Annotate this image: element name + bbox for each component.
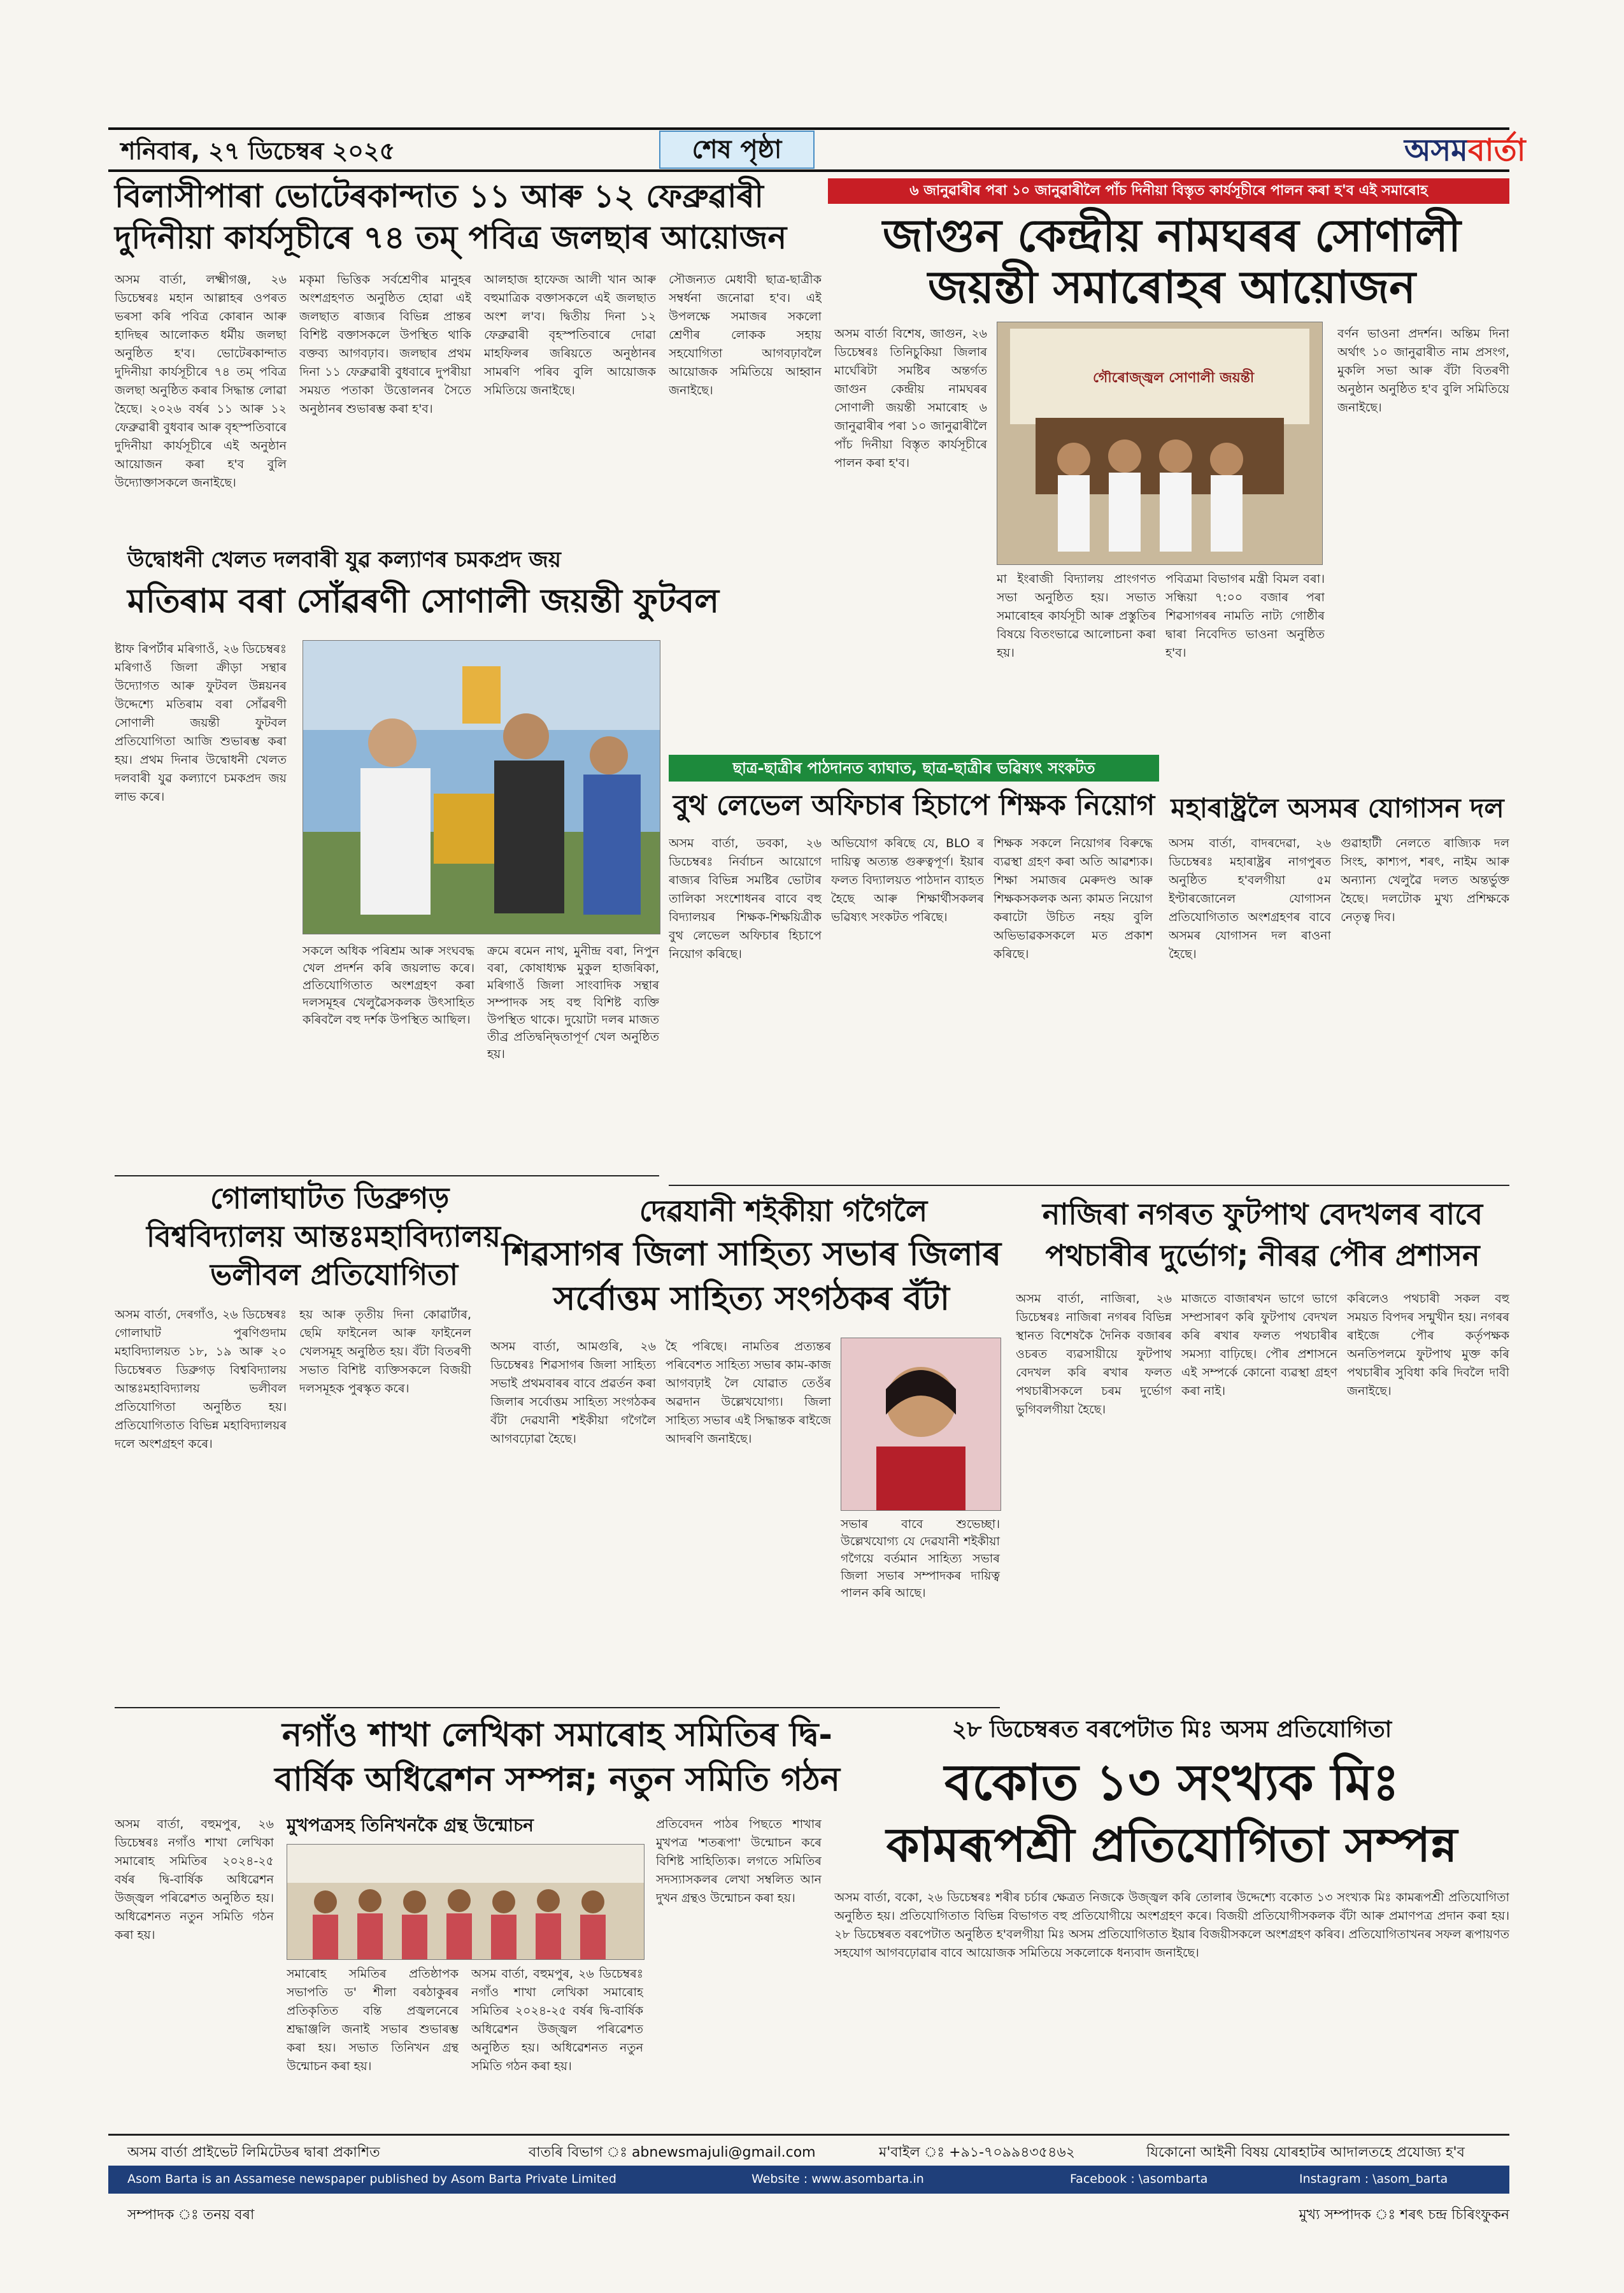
story6-col1: অসম বাৰ্তা, বাদৰদেৱা, ২৬ ডিচেম্বৰঃ মহাৰাষ্ট্ৰৰ নাগপুৰত অনুষ্ঠিত হ'বলগীয়া ৫ম ইণ্টাৰজোনেল যোগাসন প্ৰতিযোগিতাত অংশগ্ৰহণৰ বাবে অসমৰ যোগাসন দল ৰাওনা হৈছে। (1169, 836, 1331, 961)
story1-col4: সৌজন্যত মেধাবী ছাত্ৰ-ছাত্ৰীক সম্বৰ্ধনা জনোৱা হ'ব। এই উপলক্ষে সমাজৰ সকলো শ্ৰেণীৰ লোকক সহায় সহযোগিতা আগবঢ়াবলৈ আয়োজক সমিতিয়ে আহ্বান জনাইছে। (669, 273, 822, 397)
namghar-photo (997, 322, 1323, 565)
footer-editor: সম্পাদক ঃ তনয় বৰা (127, 2207, 255, 2223)
story2-caption: সকলে অধিক পৰিশ্ৰম আৰু সংঘবদ্ধ খেল প্ৰদৰ্শন কৰি জয়লাভ কৰে। প্ৰতিযোগিতাত অংশগ্ৰহণ কৰা দলসমূহৰ খেলুৱৈসকলক উৎসাহিত কৰিবলৈ বহু দৰ্শক উপস্থিত আছিল। (303, 944, 474, 1027)
story7-headline-1: দেৱযানী শইকীয়া গগৈলৈ (639, 1194, 928, 1228)
story9-col1: অসম বাৰ্তা, বহুমপুৰ, ২৬ ডিচেম্বৰঃ নগাঁও শাখা লেখিকা সমাৰোহ সমিতিৰ ২০২৪-২৫ বৰ্ষৰ দ্বি-বাৰ্ষিক অধিৱেশন উজ্জ্বল পৰিৱেশত অনুষ্ঠিত হয়। অধিৱেশনত নতুন সমিতি গঠন কৰা হয়। (115, 1817, 274, 1942)
story10-body: অসম বাৰ্তা, বকো, ২৬ ডিচেম্বৰঃ শৰীৰ চৰ্চাৰ ক্ষেত্ৰত নিজকে উজ্জ্বল কৰি তোলাৰ উদ্দেশ্যে বকোত ১৩ সংখ্যক মিঃ কামৰূপশ্ৰী প্ৰতিযোগিতা অনুষ্ঠিত হয়। প্ৰতিযোগিতাত বিভিন্ন বিভাগত বহু প্ৰতিযোগীয়ে অংশগ্ৰহণ কৰে। বিজয়ী প্ৰতিযোগীসকলক বঁটা আৰু প্ৰমাণপত্ৰ প্ৰদান কৰা হয়। ২৮ ডিচেম্বৰত বৰপেটাত অনুষ্ঠিত হ'বলগীয়া মিঃ অসম প্ৰতিযোগিতাত ইয়াৰ বিজয়ীসকলে অংশগ্ৰহণ কৰিব। প্ৰতিযোগিতাখনৰ সফল ৰূপায়ণত সহযোগ আগবঢ়োৱাৰ বাবে আয়োজক সমিতিয়ে সকলোকে ধন্যবাদ জনাইছে। (834, 1890, 1509, 1960)
event-photo-illustration (287, 1845, 644, 1959)
footer-top-rule (108, 2134, 1509, 2136)
story1-col3: আলহাজ হাফেজ আলী খান আৰু বহুমাত্ৰিক বক্তাসকলে এই জলছাত অংশ ল'ব। দ্বিতীয় দিনা ১২ ফেব্ৰুৱাৰী বৃহস্পতিবাৰে দোৱা মাহফিলৰ জৰিয়তে অনুষ্ঠানৰ সামৰণি পৰিব বুলি আয়োজক সমিতিয়ে জনাইছে। (484, 273, 656, 397)
story5-col1: অসম বাৰ্তা, ডবকা, ২৬ ডিচেম্বৰঃ নিৰ্বাচন আয়োগে ৰাজ্যৰ বিভিন্ন সমষ্টিৰ ভোটাৰ তালিকা সংশোধনৰ বাবে বহু বিদ্যালয়ৰ শিক্ষক-শিক্ষয়িত্ৰীক বুথ লেভেল অফিচাৰ হিচাপে নিয়োগ কৰিছে। (669, 836, 822, 961)
story1-headline-2: দুদিনীয়া কাৰ্যসূচীৰে ৭৪ তম্ পবিত্ৰ জলছাৰ আয়োজন (115, 219, 787, 256)
footer-instagram[interactable]: Instagram : \asom_barta (1299, 2172, 1448, 2186)
story8-headline-2: পথচাৰীৰ দুৰ্ভোগ; নীৰৱ পৌৰ প্ৰশাসন (1045, 1238, 1480, 1273)
story6-headline: মহাৰাষ্ট্ৰলৈ অসমৰ যোগাসন দল (1171, 792, 1504, 824)
footer-news-email[interactable]: বাতৰি বিভাগ ঃ abnewsmajuli@gmail.com (529, 2145, 816, 2161)
story3-col1: অসম বাৰ্তা, দেৰগাঁও, ২৬ ডিচেম্বৰঃ গোলাঘাট পুৰণিগুদাম মহাবিদ্যালয়ত ১৮, ১৯ আৰু ২০ ডিচেম্বৰত ডিব্ৰুগড় বিশ্ববিদ্যালয় আন্তঃমহাবিদ্যালয় ভলীবল প্ৰতিযোগিতা অনুষ্ঠিত হয়। প্ৰতিযোগিতাত বিভিন্ন মহাবিদ্যালয়ৰ দলে অংশগ্ৰহণ কৰে। (115, 1308, 287, 1451)
football-photo-illustration (303, 641, 660, 934)
story5-banner: ছাত্ৰ-ছাত্ৰীৰ পাঠদানত ব্যাঘাত, ছাত্ৰ-ছাত্ৰীৰ ভৱিষ্যৎ সংকটত (669, 755, 1159, 782)
story8-col1: অসম বাৰ্তা, নাজিৰা, ২৬ ডিচেম্বৰঃ নাজিৰা নগৰৰ বিভিন্ন স্থানত বিশেষকৈ দৈনিক বজাৰৰ ওচৰত ব্যৱসায়ীয়ে ফুটপাথ বেদখল কৰি ৰখাৰ ফলত পথচাৰীসকলে চৰম দুৰ্ভোগ ভুগিবলগীয়া হৈছে। (1016, 1292, 1172, 1417)
namghar-photo-sign: গৌৰোজ্জ্বল সোণালী জয়ন্তী (1093, 370, 1255, 386)
story2-col1: ষ্টাফ ৰিপৰ্টাৰ মৰিগাওঁ, ২৬ ডিচেম্বৰঃ মৰিগাওঁ জিলা ক্ৰীড়া সন্থাৰ উদ্যোগত আৰু ফুটবল উন্নয়নৰ উদ্দেশ্যে মতিৰাম বৰা সোঁৱৰণী সোণালী জয়ন্তী ফুটবল প্ৰতিযোগিতা আজি শুভাৰম্ভ কৰা হয়। প্ৰথম দিনাৰ উদ্বোধনী খেলত দলবাৰী যুৱ কল্যাণে চমকপ্ৰদ জয় লাভ কৰে। (115, 642, 287, 804)
story10-kicker: ২৮ ডিচেম্বৰত বৰপেটাত মিঃ অসম প্ৰতিযোগিতা (951, 1717, 1392, 1743)
story7-headline-2: শিৱসাগৰ জিলা সাহিত্য সভাৰ জিলাৰ (501, 1235, 1002, 1273)
story5-col3: শিক্ষক সকলে নিয়োগৰ বিৰুদ্ধে ব্যৱস্থা গ্ৰহণ কৰা অতি আৱশ্যক। শিক্ষা সমাজৰ মেৰুদণ্ড আৰু শিক্ষকসকলক অন্য কামত নিয়োগ কৰাটো উচিত নহয় বুলি অভিভাৱকসকলে মত প্ৰকাশ কৰিছে। (994, 836, 1153, 961)
story2-kicker: উদ্বোধনী খেলত দলবাৰী যুৱ কল্যাণৰ চমকপ্ৰদ জয় (127, 547, 561, 573)
story7-col2: হৈ পৰিছে। নামতিৰ প্ৰত্যন্তৰ পৰিবেশত সাহিত্য সভাৰ কাম-কাজ আগবঢ়াই লৈ যোৱাত তেওঁৰ অৱদান উল্লেখযোগ্য। জিলা সাহিত্য সভাৰ এই সিদ্ধান্তক ৰাইজে আদৰণি জনাইছে। (666, 1339, 831, 1446)
story4-col5: বৰ্ণন ভাওনা প্ৰদৰ্শন। অন্তিম দিনা অৰ্থাৎ ১০ জানুৱাৰীত নাম প্ৰসংগ, মুকলি সভা আৰু বঁটা বিতৰণী অনুষ্ঠান অনুষ্ঠিত হ'ব বুলি সমিতিয়ে জনাইছে। (1337, 327, 1509, 415)
story4-col4: পবিত্ৰমা বিভাগৰ মন্ত্ৰী বিমল বৰা। সন্ধিয়া ৭:০০ বজাৰ পৰা শিৱসাগৰৰ নামতি নাট্য গোষ্ঠীৰ দ্বাৰা নিবেদিত ভাওনা অনুষ্ঠিত হ'ব। (1165, 572, 1325, 660)
story1-headline-1: বিলাসীপাৰা ভোটেৰকান্দাত ১১ আৰু ১২ ফেব্ৰুৱাৰী (115, 178, 764, 215)
story3-headline-1: গোলাঘাটত ডিব্ৰুগড় (210, 1181, 450, 1215)
author-portrait (841, 1338, 1001, 1510)
story9-col3: প্ৰতিবেদন পাঠৰ পিছতে শাখাৰ মুখপত্ৰ 'শতৰূপা' উন্মোচন কৰে বিশিষ্ট সাহিত্যিক। লগতে সমিতিৰ সদস্যাসকলৰ লেখা সম্বলিত আন দুখন গ্ৰন্থও উন্মোচন কৰা হয়। (656, 1817, 822, 1905)
footer-legal: যিকোনো আইনী বিষয় যোৰহাটৰ আদালতহে প্ৰযোজ্য হ'ব (1146, 2145, 1465, 2161)
story8-col2: মাজতে বাজাৰখন ভাগে ভাগে সম্প্ৰসাৰণ কৰি ফুটপাথ বেদখল কৰি ৰখাৰ ফলত পথচাৰীৰ সমস্যা বাঢ়িছে। পৌৰ প্ৰশাসনে এই সম্পৰ্কে কোনো ব্যৱস্থা গ্ৰহণ কৰা নাই। (1181, 1292, 1337, 1398)
author-photo (841, 1338, 1001, 1511)
logo-main: অসম (1404, 132, 1468, 168)
story5-col2: অভিযোগ কৰিছে যে, BLO ৰ দায়িত্ব অত্যন্ত গুৰুত্বপূৰ্ণ। ইয়াৰ ফলত বিদ্যালয়ত পাঠদান ব্যাহত হৈছে আৰু শিক্ষাৰ্থীসকলৰ ভৱিষ্যৎ সংকটত পৰিছে। (831, 836, 984, 924)
story10-headline-1: বকোত ১৩ সংখ্যক মিঃ (944, 1754, 1399, 1811)
footer-mobile[interactable]: ম'বাইল ঃ +৯১-৭০৯৯৪৩৫৪৬২ (879, 2145, 1075, 2161)
story4-col1-live: অসম বাৰ্তা বিশেষ, জাগুন, ২৬ ডিচেম্বৰঃ তিনিচুকিয়া জিলাৰ মাৰ্ঘেৰিটা সমষ্টিৰ অন্তৰ্গত জাগুন কেন্দ্ৰীয় নামঘৰৰ সোণালী জয়ন্তী সমাৰোহ ৬ জানুৱাৰীৰ পৰা ১০ জানুৱাৰীলৈ পাঁচ দিনীয়া বিস্তৃত কাৰ্যসূচীৰে পালন কৰা হ'ব। (834, 327, 987, 470)
footer-website[interactable]: Website : www.asombarta.in (751, 2172, 924, 2186)
story6-col2: গুৱাহাটী নেলতে ৰাজ্যিক দল সিংহ, কাশ্যপ, শৰৎ, নাইম আৰু অন্যান্য খেলুৱৈ দলত অন্তৰ্ভুক্ত হৈছে। দলটোক মুখ্য প্ৰশিক্ষকে নেতৃত্ব দিব। (1341, 836, 1509, 924)
section-tab[interactable]: শেষ পৃষ্ঠা (659, 131, 815, 169)
story7-caption: সভাৰ বাবে শুভেচ্ছা। উল্লেখযোগ্য যে দেৱযানী শইকীয়া গগৈয়ে বৰ্তমান সাহিত্য সভাৰ জিলা সভাৰ সম্পাদকৰ দায়িত্ব পালন কৰি আছে। (841, 1517, 1000, 1600)
football-photo (303, 640, 660, 934)
story4-col3: মা ইংৰাজী বিদ্যালয় প্ৰাংগণত সভা অনুষ্ঠিত হয়। সভাত সমাৰোহৰ কাৰ্যসূচী আৰু প্ৰস্তুতিৰ বিষয়ে বিতংভাৱে আলোচনা কৰা হয়। (997, 572, 1156, 660)
story9-col2-continued: অসম বাৰ্তা, বহুমপুৰ, ২৬ ডিচেম্বৰঃ নগাঁও শাখা লেখিকা সমাৰোহ সমিতিৰ ২০২৪-২৫ বৰ্ষৰ দ্বি-বাৰ্ষিক অধিৱেশন উজ্জ্বল পৰিৱেশত অনুষ্ঠিত হয়। অধিৱেশনত নতুন সমিতি গঠন কৰা হয়। (471, 1967, 643, 2073)
masthead-logo[interactable] (1404, 127, 1526, 178)
story4-red-banner: ৬ জানুৱাৰীৰ পৰা ১০ জানুৱাৰীলৈ পাঁচ দিনীয়া বিস্তৃত কাৰ্যসূচীৰে পালন কৰা হ'ব এই সমাৰোহ (828, 178, 1509, 204)
story3-col2: হয় আৰু তৃতীয় দিনা কোৱাৰ্টাৰ, ছেমি ফাইনেল আৰু ফাইনেল খেলসমূহ অনুষ্ঠিত হয়। বঁটা বিতৰণী সভাত বিশিষ্ট ব্যক্তিসকলে বিজয়ী দলসমূহক পুৰস্কৃত কৰে। (299, 1308, 471, 1396)
story9-headline-2: বাৰ্ষিক অধিৱেশন সম্পন্ন; নতুন সমিতি গঠন (274, 1761, 840, 1799)
logo-accent: বাৰ্তা (1467, 132, 1526, 168)
story1-col2: মকৃমা ভিত্তিক সৰ্বশ্ৰেণীৰ মানুহৰ অংশগ্ৰহণত অনুষ্ঠিত হোৱা এই জলছাত ৰাজ্যৰ বিভিন্ন প্ৰান্তৰ বিশিষ্ট বক্তাসকলে উপস্থিত থাকি বক্তব্য আগবঢ়াব। জলছাৰ প্ৰথম দিনা ১১ ফেব্ৰুৱাৰী বুধবাৰে দুপৰীয়া সময়ত পতাকা উত্তোলনৰ সৈতে অনুষ্ঠানৰ শুভাৰম্ভ কৰা হ'ব। (299, 273, 471, 416)
footer-facebook[interactable]: Facebook : \asombarta (1070, 2172, 1208, 2186)
story5-headline: বুথ লেভেল অফিচাৰ হিচাপে শিক্ষক নিয়োগ (673, 789, 1155, 822)
story9-col2: সমাৰোহ সমিতিৰ প্ৰতিষ্ঠাপক সভাপতি ড' শীলা বৰঠাকুৰৰ প্ৰতিকৃতিত বন্তি প্ৰজ্বলনেৰে শ্ৰদ্ধাঞ্জলি জনাই সভাৰ শুভাৰম্ভ কৰা হয়। সভাত তিনিখন গ্ৰন্থ উন্মোচন কৰা হয়। (287, 1967, 459, 2073)
divider-story9 (115, 1707, 1000, 1708)
story9-subhead: মুখপত্ৰসহ তিনিখনকৈ গ্ৰন্থ উন্মোচন (287, 1815, 534, 1836)
story3-headline-2: বিশ্ববিদ্যালয় আন্তঃমহাবিদ্যালয় (146, 1219, 501, 1254)
story3-headline-3: ভলীবল প্ৰতিযোগিতা (210, 1257, 459, 1292)
footer-english-line: Asom Barta is an Assamese newspaper published by Asom Barta Private Limited (127, 2172, 616, 2186)
namghar-photo-illustration (997, 322, 1322, 564)
story8-headline-1: নাজিৰা নগৰত ফুটপাথ বেদখলৰ বাবে (1042, 1197, 1483, 1231)
story2-col2: ক্ৰমে ৰমেন নাথ, মুনীন্দ্ৰ বৰা, নিপুন বৰা, কোষাধ্যক্ষ মুকুল হাজৰিকা, মৰিগাওঁ জিলা সাংবাদিক সন্থাৰ সম্পাদক সহ বহু বিশিষ্ট ব্যক্তি উপস্থিত থাকে। দুয়োটা দলৰ মাজত তীব্ৰ প্ৰতিদ্বন্দ্বিতাপূৰ্ণ খেল অনুষ্ঠিত হয়। (487, 944, 659, 1061)
event-photo (287, 1844, 645, 1960)
story8-col3: কৰিলেও পথচাৰী সকল বহু সময়ত বিপদৰ সন্মুখীন হয়। নগৰৰ ৰাইজে পৌৰ কৰ্তৃপক্ষক অনতিপলমে ফুটপাথ মুক্ত কৰি পথচাৰীৰ সুবিধা কৰি দিবলৈ দাবী জনাইছে। (1347, 1292, 1509, 1398)
footer-chief-editor: মুখ্য সম্পাদক ঃ শৰৎ চন্দ্ৰ চিৰিংফুকন (1299, 2207, 1509, 2223)
story9-headline-1: নগাঁও শাখা লেখিকা সমাৰোহ সমিতিৰ দ্বি- (282, 1716, 832, 1754)
story10-headline-2: কামৰূপশ্ৰী প্ৰতিযোগিতা সম্পন্ন (886, 1818, 1458, 1873)
story7-col1: অসম বাৰ্তা, আমগুৰি, ২৬ ডিচেম্বৰঃ শিৱসাগৰ জিলা সাহিত্য সভাই প্ৰথমবাৰৰ বাবে প্ৰৱৰ্তন কৰা জিলাৰ সৰ্বোত্তম সাহিত্য সংগঠকৰ বঁটা দেৱযানী শইকীয়া গগৈলৈ আগবঢ়োৱা হৈছে। (490, 1339, 656, 1446)
story2-headline: মতিৰাম বৰা সোঁৱৰণী সোণালী জয়ন্তী ফুটবল (127, 582, 719, 620)
footer-publisher: অসম বাৰ্তা প্ৰাইভেট লিমিটেডৰ দ্বাৰা প্ৰকাশিত (127, 2145, 380, 2161)
story4-headline: জাগুন কেন্দ্ৰীয় নামঘৰৰ সোণালী জয়ন্তী সমাৰোহৰ আয়োজন (883, 210, 1461, 313)
story7-headline-3: সৰ্বোত্তম সাহিত্য সংগঠকৰ বঁটা (553, 1280, 950, 1318)
divider-story3 (115, 1175, 659, 1176)
story1-col1: অসম বাৰ্তা, লক্ষ্মীগঞ্জ, ২৬ ডিচেম্বৰঃ মহান আল্লাহৰ ওপৰত ভৰসা কৰি পবিত্ৰ কোৰান আৰু হাদিছৰ আলোকত ধৰ্মীয় জলছা অনুষ্ঠিত হ'ব। ভোটেৰকান্দাত দুদিনীয়া কাৰ্যসূচীৰে ৭৪ তম্ পবিত্ৰ জলছা অনুষ্ঠিত কৰাৰ সিদ্ধান্ত লোৱা হৈছে। ২০২৬ বৰ্ষৰ ১১ আৰু ১২ ফেব্ৰুৱাৰী বুধবাৰ আৰু বৃহস্পতিবাৰে দুদিনীয়া কাৰ্যসূচীৰে এই অনুষ্ঠান আয়োজন কৰা হ'ব বুলি উদ্যোক্তাসকলে জনাইছে। (115, 273, 287, 490)
issue-date: শনিবাৰ, ২৭ ডিচেম্বৰ ২০২৫ (121, 137, 395, 165)
divider-story7 (669, 1185, 1509, 1186)
